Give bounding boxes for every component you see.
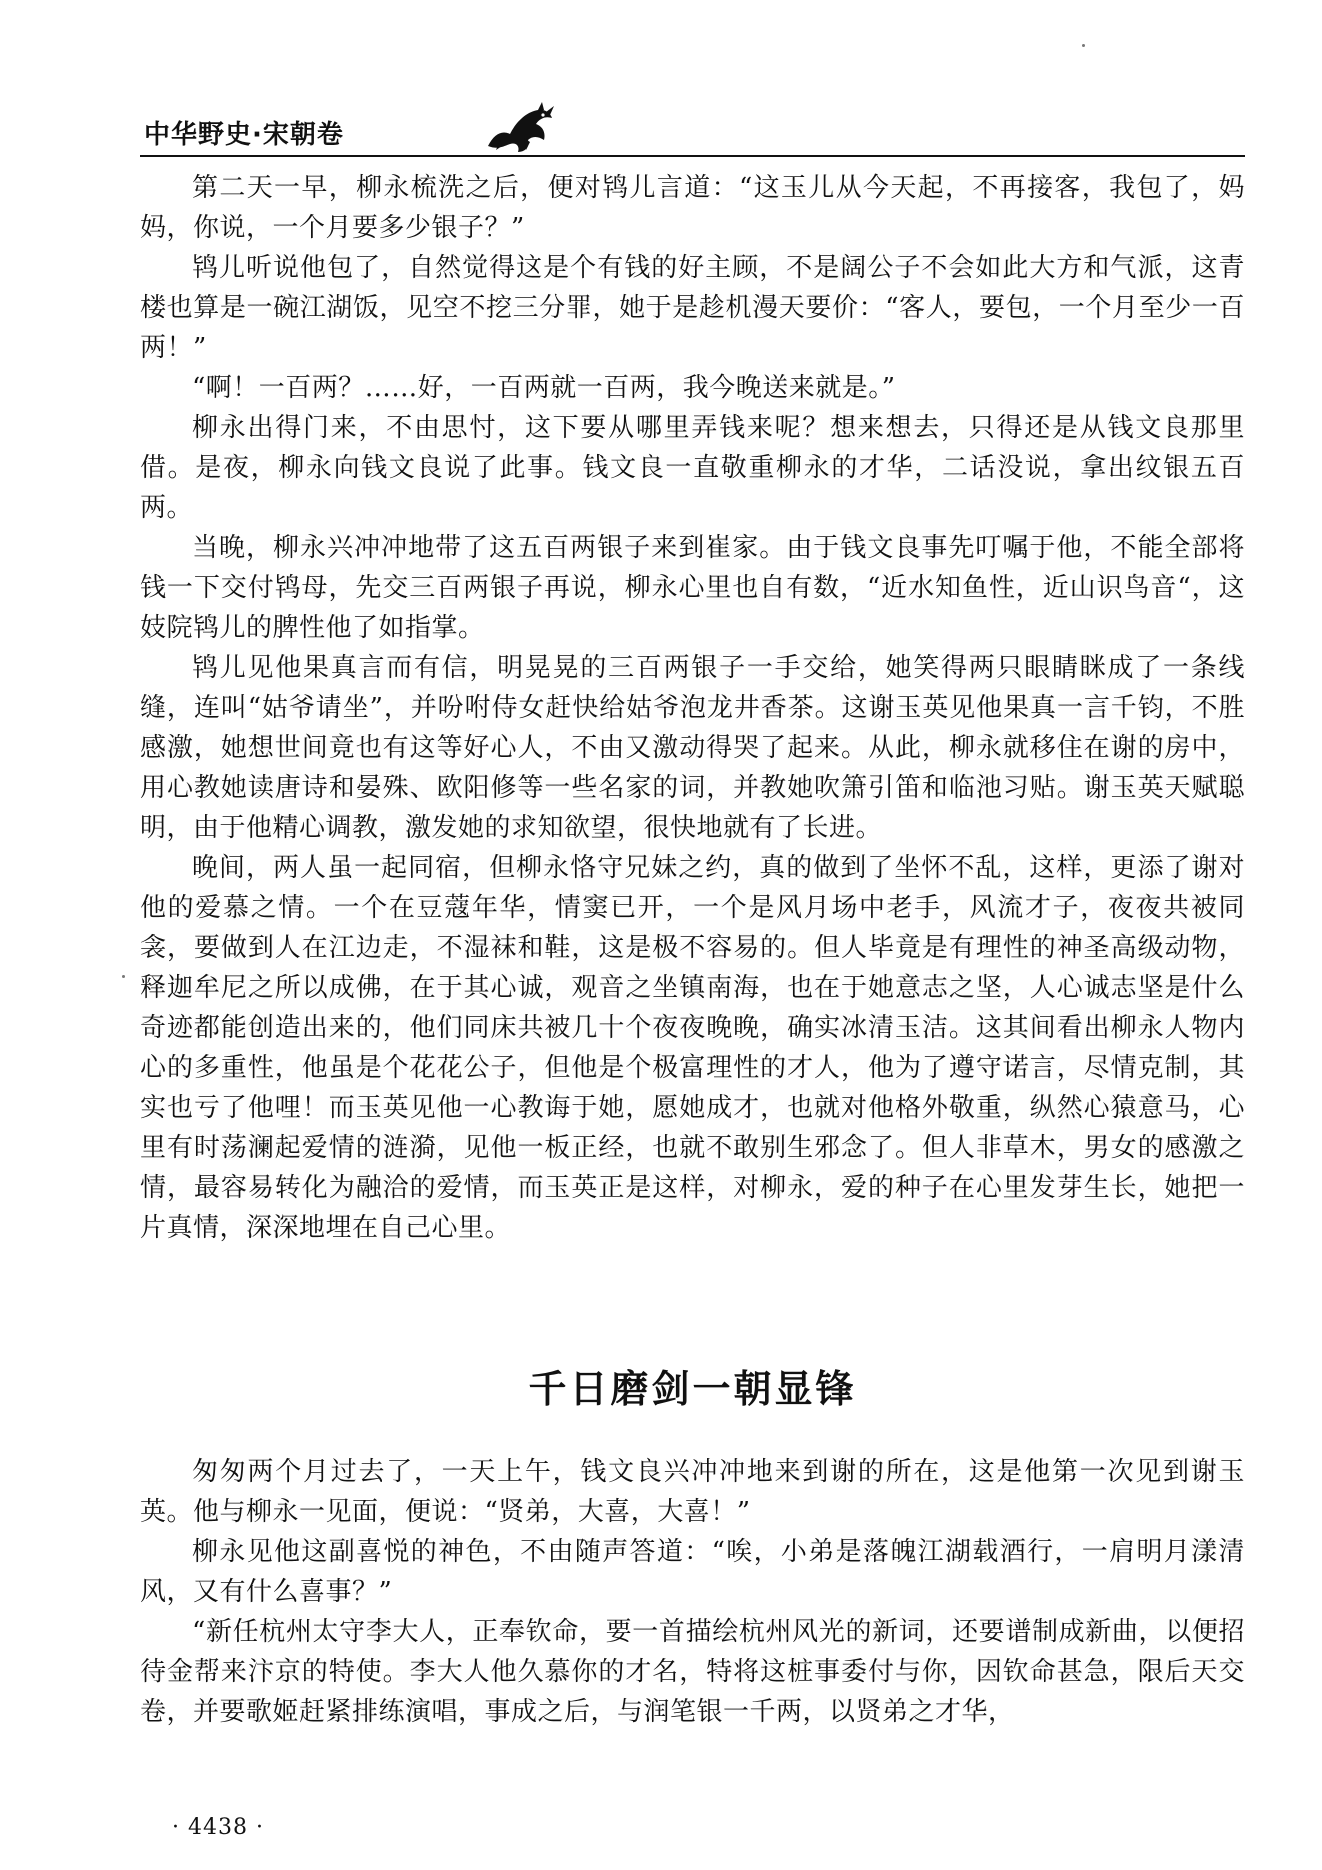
section-text — [140, 1452, 1245, 1732]
paragraph: 当晚，柳永兴冲冲地带了这五百两银子来到崔家。由于钱文良事先叮嘱于他，不能全部将钱一下交付鸨母，先交三百两银子再说，柳永心里也自有数，“近水知鱼性，近山识鸟音“，这妓院鸨儿的脾性他了如指掌。 — [140, 533, 1245, 643]
section-heading: 千日磨剑一朝显锋 — [528, 1367, 857, 1411]
running-header — [140, 102, 1245, 160]
paragraph: 柳永出得门来，不由思忖，这下要从哪里弄钱来呢？想来想去，只得还是从钱文良那里借。是夜，柳永向钱文良说了此事。钱文良一直敬重柳永的才华，二话没说，拿出纹银五百两。 — [140, 413, 1245, 523]
paragraph: 柳永见他这副喜悦的神色，不由随声答道：“唉，小弟是落魄江湖载酒行，一肩明月漾清风，又有什么喜事？” — [140, 1537, 1245, 1607]
main-text — [140, 168, 1245, 1248]
scan-speck — [1082, 44, 1085, 47]
paragraph: “新任杭州太守李大人，正奉钦命，要一首描绘杭州风光的新词，还要谱制成新曲，以便招待金帮来汴京的特使。李大人他久慕你的才名，特将这桩事委付与你，因钦命甚急，限后天交卷，并要歌姬赶紧排练演唱，事成之后，与润笔银一千两，以贤弟之才华， — [140, 1617, 1245, 1727]
paragraph: 第二天一早，柳永梳洗之后，便对鸨儿言道：“这玉儿从今天起，不再接客，我包了，妈妈，你说，一个月要多少银子？” — [140, 173, 1245, 243]
header-divider — [140, 155, 1245, 157]
paragraph: 鸨儿见他果真言而有信，明晃晃的三百两银子一手交给，她笑得两只眼睛眯成了一条线缝，连叫“姑爷请坐”，并吩咐侍女赶快给姑爷泡龙井香茶。这谢玉英见他果真一言千钧，不胜感激，她想世间竟也有这等好心人，不由又激动得哭了起来。从此，柳永就移住在谢的房中，用心教她读唐诗和晏殊、欧阳修等一些名家的词，并教她吹箫引笛和临池习贴。谢玉英天赋聪明，由于他精心调教，激发她的求知欲望，很快地就有了长进。 — [140, 653, 1245, 843]
paragraph: 鸨儿听说他包了，自然觉得这是个有钱的好主顾，不是阔公子不会如此大方和气派，这青楼也算是一碗江湖饭，见空不挖三分罪，她于是趁机漫天要价：“客人，要包，一个月至少一百两！” — [140, 253, 1245, 363]
paragraph: “啊！一百两？……好，一百两就一百两，我今晚送来就是。” — [192, 373, 896, 403]
paragraph: 匆匆两个月过去了，一天上午，钱文良兴冲冲地来到谢的所在，这是他第一次见到谢玉英。他与柳永一见面，便说：“贤弟，大喜，大喜！” — [140, 1457, 1245, 1527]
scan-speck — [122, 975, 125, 978]
dragon-icon — [480, 100, 560, 156]
book-series-title: 中华野史·宋朝卷 — [144, 120, 344, 150]
paragraph: 晚间，两人虽一起同宿，但柳永恪守兄妹之约，真的做到了坐怀不乱，这样，更添了谢对他的爱慕之情。一个在豆蔻年华，情窦已开，一个是风月场中老手，风流才子，夜夜共被同衾，要做到人在江边走，不湿袜和鞋，这是极不容易的。但人毕竟是有理性的神圣高级动物，释迦牟尼之所以成佛，在于其心诚，观音之坐镇南海，也在于她意志之坚，人心诚志坚是什么奇迹都能创造出来的，他们同床共被几十个夜夜晚晚，确实冰清玉洁。这其间看出柳永人物内心的多重性，他虽是个花花公子，但他是个极富理性的才人，他为了遵守诺言，尽情克制，其实也亏了他哩！而玉英见他一心教诲于她，愿她成才，也就对他格外敬重，纵然心猿意马，心里有时荡澜起爱情的涟漪，见他一板正经，也就不敢别生邪念了。但人非草木，男女的感激之情，最容易转化为融洽的爱情，而玉英正是这样，对柳永，爱的种子在心里发芽生长，她把一片真情，深深地埋在自己心里。 — [140, 853, 1245, 1243]
page-number: · 4438 · — [172, 1815, 264, 1840]
